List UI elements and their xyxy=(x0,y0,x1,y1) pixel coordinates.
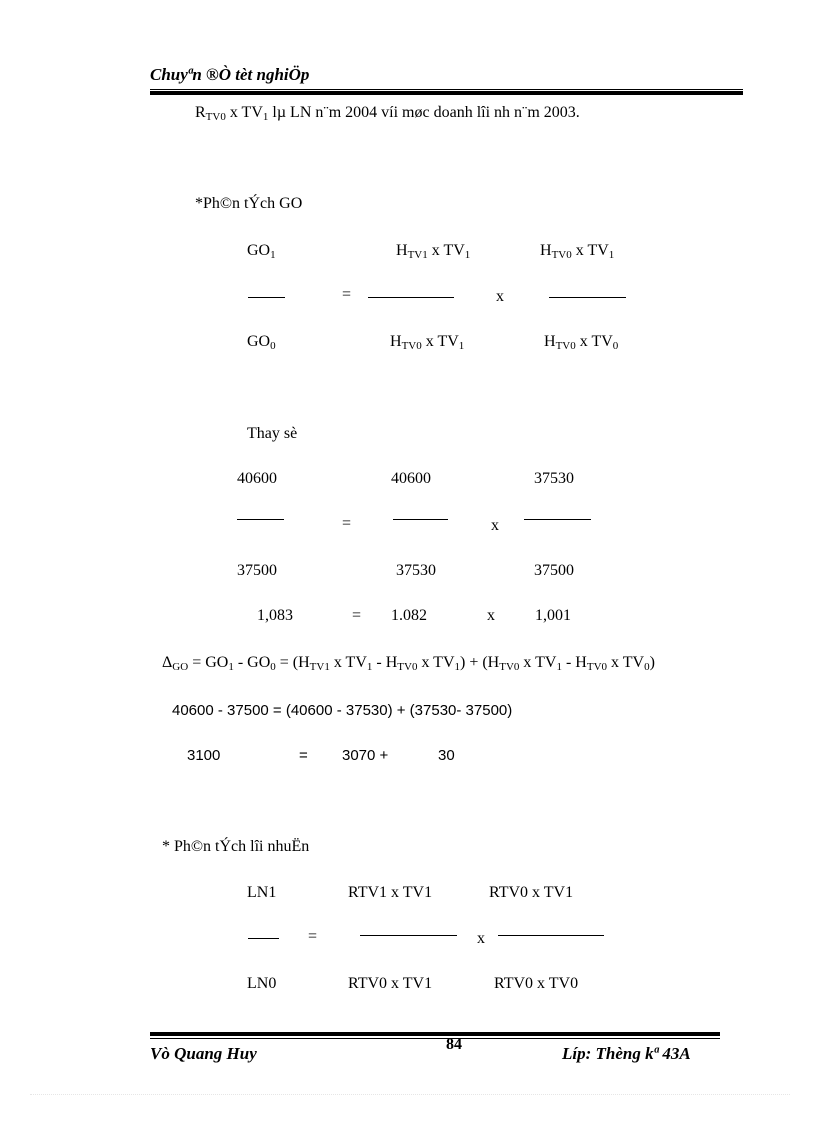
intro-line: $R_{TV0}$ x $TV_1$ lµ LN n¨m 2004 víi møc doanh lîi nh n¨m 2003. xyxy=(195,104,580,123)
ln-fraction-bar-c xyxy=(498,935,604,936)
ln-den-b: RTV0 x TV1 xyxy=(348,975,433,992)
subst-den-a: 37500 xyxy=(237,562,277,579)
ln-den-a: LN0 xyxy=(247,975,277,992)
subst-times: x xyxy=(491,517,499,534)
page-bottom-dotted-line xyxy=(30,1094,790,1095)
go-num-b: $H_{TV1}$ x $TV_1$ xyxy=(396,242,471,261)
header-rule-thin xyxy=(150,89,743,90)
ln-num-a: LN1 xyxy=(247,884,277,901)
calc2-equals: = xyxy=(299,747,308,764)
go-fraction-bar-c xyxy=(549,297,626,298)
subst-heading: Thay sè xyxy=(247,425,298,442)
footer-rule-thick xyxy=(150,1032,720,1036)
result-a: 1,083 xyxy=(257,607,293,624)
calc2-a: 3100 xyxy=(187,747,221,764)
go-equals: = xyxy=(342,286,352,303)
go-num-c: $H_{TV0}$ x $TV_1$ xyxy=(540,242,615,261)
go-den-c: $H_{TV0}$ x $TV_0$ xyxy=(544,333,619,352)
ln-equals: = xyxy=(308,928,318,945)
subst-den-b: 37530 xyxy=(396,562,436,579)
footer-author: Vò Quang Huy xyxy=(150,1044,257,1063)
subst-fraction-bar-a xyxy=(237,519,284,520)
ln-num-b: RTV1 x TV1 xyxy=(348,884,433,901)
footer-class: Líp: Thèng kª 43A xyxy=(562,1044,691,1063)
go-den-a: $GO_0$ xyxy=(247,333,276,352)
go-times: x xyxy=(496,288,504,305)
header-title: Chuyªn ®Ò tèt nghiÖp xyxy=(150,65,310,84)
go-num-a: $GO_1$ xyxy=(247,242,276,261)
ln-fraction-bar-b xyxy=(360,935,457,936)
subst-fraction-bar-b xyxy=(393,519,448,520)
go-fraction-bar-b xyxy=(368,297,454,298)
ln-times: x xyxy=(477,930,485,947)
result-equals: = xyxy=(352,607,362,624)
calc2-c: 30 xyxy=(438,747,455,764)
go-heading: *Ph©n tÝch GO xyxy=(195,195,303,212)
subst-den-c: 37500 xyxy=(534,562,574,579)
header-rule-thick xyxy=(150,91,743,95)
subst-num-b: 40600 xyxy=(391,470,431,487)
page-number: 84 xyxy=(446,1036,462,1053)
subst-fraction-bar-c xyxy=(524,519,591,520)
footer-rule-thin xyxy=(150,1038,720,1039)
calc-line-1: 40600 - 37500 = (40600 - 37530) + (37530- 37500) xyxy=(172,702,513,719)
result-times: x xyxy=(487,607,495,624)
result-b: 1.082 xyxy=(391,607,427,624)
subst-equals: = xyxy=(342,515,352,532)
delta-equation: $\Delta_{GO} = GO_1 - GO_0 = (H_{TV1}$ x $TV_1 - H_{TV0}$ x $TV_1) + (H_{TV0}$ x $TV_1 - H_{TV0}$ x $TV_0$) xyxy=(162,654,655,673)
subst-num-c: 37530 xyxy=(534,470,574,487)
ln-num-c: RTV0 x TV1 xyxy=(489,884,574,901)
calc2-b: 3070 + xyxy=(342,747,389,764)
subst-num-a: 40600 xyxy=(237,470,277,487)
result-c: 1,001 xyxy=(535,607,571,624)
ln-fraction-bar-a xyxy=(248,938,279,939)
ln-heading: * Ph©n tÝch lîi nhuËn xyxy=(162,838,310,855)
go-fraction-bar-a xyxy=(248,297,285,298)
ln-den-c: RTV0 x TV0 xyxy=(494,975,579,992)
go-den-b: $H_{TV0}$ x $TV_1$ xyxy=(390,333,465,352)
